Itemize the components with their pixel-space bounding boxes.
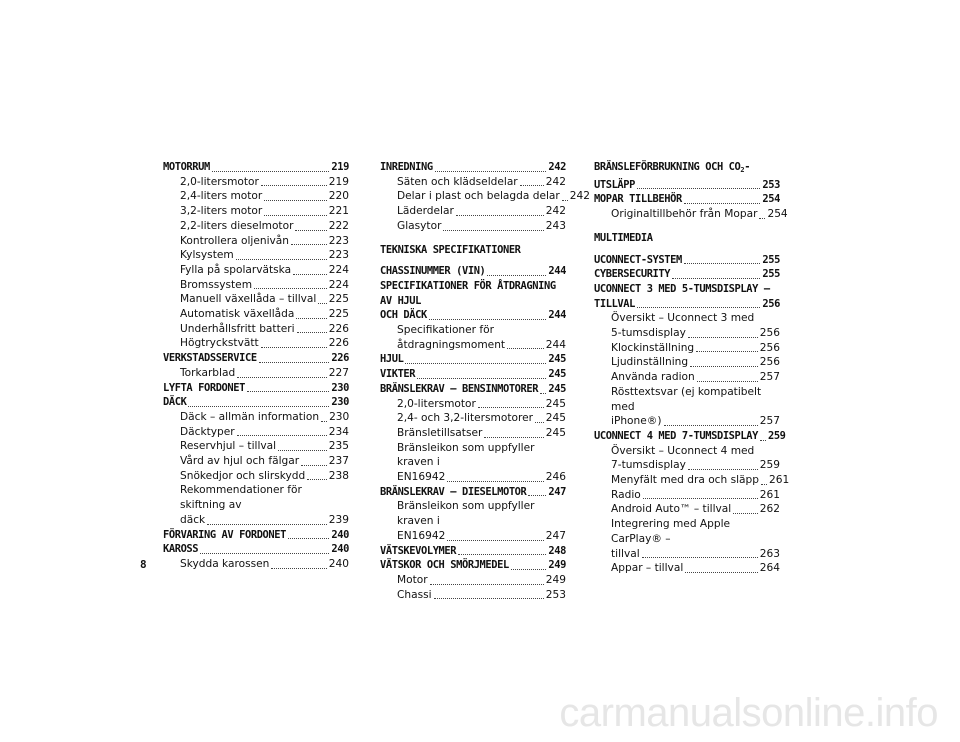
toc-entry[interactable]: Underhållsfritt batteri 226 <box>180 322 349 335</box>
toc-entry-wrapped[interactable]: SPECIFIKATIONER FÖR ÅTDRAGNING AV HJUL OCH DÄCK 244 <box>380 279 566 322</box>
toc-entry[interactable]: UCONNECT 4 MED 7-TUMSDISPLAY 259 <box>594 429 786 442</box>
toc-entry-wrapped[interactable]: Integrering med Apple CarPlay® – tillval 263 <box>611 518 780 560</box>
toc-entry-line: Översikt – Uconnect 3 med <box>611 312 755 325</box>
toc-entry[interactable]: Kontrollera oljenivån 223 <box>180 234 349 247</box>
toc-entry[interactable]: Klockinställning 256 <box>611 341 780 354</box>
toc-entry-line: SPECIFIKATIONER FÖR ÅTDRAGNING AV HJUL <box>380 279 556 307</box>
toc-entry[interactable]: Radio 261 <box>611 488 780 501</box>
toc-entry[interactable]: Glasytor 243 <box>397 219 566 232</box>
toc-entry-wrapped[interactable]: BRÄNSLEFÖRBRUKNING OCH $CO_2-$ UTSLÄPP 253 <box>594 161 780 191</box>
toc-entry[interactable]: 2,4- och 3,2-litersmotorer 245 <box>397 412 566 425</box>
toc-entry[interactable]: MOPAR TILLBEHÖR 254 <box>594 193 780 206</box>
toc-entry[interactable]: Ljudinställning 256 <box>611 356 780 369</box>
toc-entry[interactable]: Däck – allmän information 230 <box>180 410 350 423</box>
watermark: carmanualsonline.info <box>559 691 938 735</box>
toc-entry[interactable]: Appar – tillval 264 <box>611 562 780 575</box>
toc-entry-line: Översikt – Uconnect 4 med <box>611 444 755 457</box>
toc-entry[interactable]: VÄTSKOR OCH SMÖRJMEDEL 249 <box>380 559 566 572</box>
toc-entry[interactable]: Skydda karossen 240 <box>180 557 349 570</box>
toc-entry-line: Integrering med Apple CarPlay® – <box>611 518 731 545</box>
toc-column-2 <box>380 160 590 602</box>
toc-entry[interactable]: VERKSTADSSERVICE 226 <box>163 352 349 365</box>
toc-entry-line: BRÄNSLEFÖRBRUKNING OCH $CO_2-$ <box>594 161 751 174</box>
toc-entry[interactable]: BRÄNSLEKRAV – BENSINMOTORER 245 <box>380 382 566 395</box>
toc-column-3 <box>594 160 790 576</box>
toc-entry[interactable]: CYBERSECURITY 255 <box>594 268 780 281</box>
page-number: 8 <box>140 558 147 571</box>
toc-entry[interactable]: INREDNING 242 <box>380 161 566 173</box>
toc-entry-wrapped[interactable]: Översikt – Uconnect 3 med 5-tumsdisplay 256 <box>611 312 780 340</box>
toc-entry[interactable]: Använda radion 257 <box>611 371 780 384</box>
toc-entry[interactable]: Snökedjor och slirskydd 238 <box>180 469 349 482</box>
toc-entry-wrapped[interactable]: UCONNECT 3 MED 5-TUMSDISPLAY – TILLVAL 256 <box>594 282 780 310</box>
toc-entry[interactable]: 2,0-litersmotor 219 <box>180 175 349 188</box>
toc-entry[interactable]: 3,2-liters motor 221 <box>180 205 349 218</box>
toc-entry-wrapped[interactable]: Bränsleikon som uppfyller kraven i EN16942 246 <box>397 441 566 484</box>
toc-entry-wrapped[interactable]: Specifikationer för åtdragningsmoment 244 <box>397 324 566 351</box>
toc-entry[interactable]: Android Auto™ – tillval 262 <box>611 503 780 516</box>
toc-entry[interactable]: Säten och klädseldelar 242 <box>397 175 566 188</box>
toc-entry[interactable]: HJUL 245 <box>380 353 566 366</box>
toc-entry[interactable]: Menyfält med dra och släpp 261 <box>611 474 790 487</box>
toc-entry[interactable]: BRÄNSLEKRAV – DIESELMOTOR 247 <box>380 485 566 498</box>
toc-entry[interactable]: Högtryckstvätt 226 <box>180 337 349 350</box>
toc-entry[interactable]: VÄTSKEVOLYMER 248 <box>380 544 566 557</box>
toc-entry-line: Specifikationer för <box>397 324 494 337</box>
toc-entry[interactable]: KAROSS 240 <box>163 543 349 556</box>
toc-entry[interactable]: Manuell växellåda – tillval 225 <box>180 293 349 306</box>
toc-entry[interactable]: Däcktyper 234 <box>180 425 349 438</box>
toc-entry[interactable]: Reservhjul – tillval 235 <box>180 440 349 453</box>
toc-entry[interactable]: Läderdelar 242 <box>397 205 566 218</box>
toc-entry[interactable]: Torkarblad 227 <box>180 366 349 379</box>
section-heading-tech-spec: TEKNISKA SPECIFIKATIONER <box>380 243 521 256</box>
toc-entry[interactable]: VIKTER 245 <box>380 368 566 381</box>
toc-entry-line: Rösttextsvar (ej kompatibelt med <box>611 385 762 413</box>
toc-entry-line: UCONNECT 3 MED 5-TUMSDISPLAY – <box>594 282 770 295</box>
toc-entry-line: Rekommendationer för skiftning av <box>180 484 302 512</box>
toc-entry[interactable]: CHASSINUMMER (VIN) 244 <box>380 265 566 278</box>
toc-entry[interactable]: Chassi 253 <box>397 588 566 601</box>
toc-entry-wrapped[interactable]: Rösttextsvar (ej kompatibelt med iPhone®) 257 <box>611 385 780 428</box>
toc-entry[interactable]: MOTORRUM 219 <box>163 161 349 173</box>
toc-entry-line: Bränsleikon som uppfyller kraven i <box>397 500 535 528</box>
toc-column-1 <box>163 160 349 572</box>
section-heading-multimedia: MULTIMEDIA <box>594 231 653 244</box>
toc-entry[interactable]: FÖRVARING AV FORDONET 240 <box>163 528 349 541</box>
toc-entry-line: Bränsleikon som uppfyller kraven i <box>397 441 535 469</box>
toc-entry[interactable]: Bränsletillsatser 245 <box>397 426 566 439</box>
toc-entry[interactable]: 2,0-litersmotor 245 <box>397 397 566 410</box>
toc-entry[interactable]: Fylla på spolarvätska 224 <box>180 263 349 276</box>
toc-entry[interactable]: LYFTA FORDONET 230 <box>163 381 349 394</box>
toc-entry[interactable]: Vård av hjul och fälgar 237 <box>180 455 349 468</box>
toc-entry[interactable]: Originaltillbehör från Mopar 254 <box>611 208 788 221</box>
toc-entry-wrapped[interactable]: Bränsleikon som uppfyller kraven i EN16942 247 <box>397 500 566 542</box>
toc-entry[interactable]: Delar i plast och belagda delar 242 <box>397 190 590 203</box>
toc-entry[interactable]: Automatisk växellåda 225 <box>180 308 349 321</box>
toc-entry[interactable]: Kylsystem 223 <box>180 249 349 262</box>
toc-entry[interactable]: 2,2-liters dieselmotor 222 <box>180 219 349 232</box>
toc-entry-wrapped[interactable]: Översikt – Uconnect 4 med 7-tumsdisplay 259 <box>611 444 780 472</box>
toc-entry-wrapped[interactable]: Rekommendationer för skiftning av däck 239 <box>180 484 349 526</box>
toc-entry[interactable]: 2,4-liters motor 220 <box>180 190 349 203</box>
toc-entry[interactable]: Bromssystem 224 <box>180 278 349 291</box>
toc-entry[interactable]: UCONNECT-SYSTEM 255 <box>594 253 780 266</box>
toc-entry[interactable]: Motor 249 <box>397 573 566 586</box>
toc-entry[interactable]: DÄCK 230 <box>163 396 349 409</box>
